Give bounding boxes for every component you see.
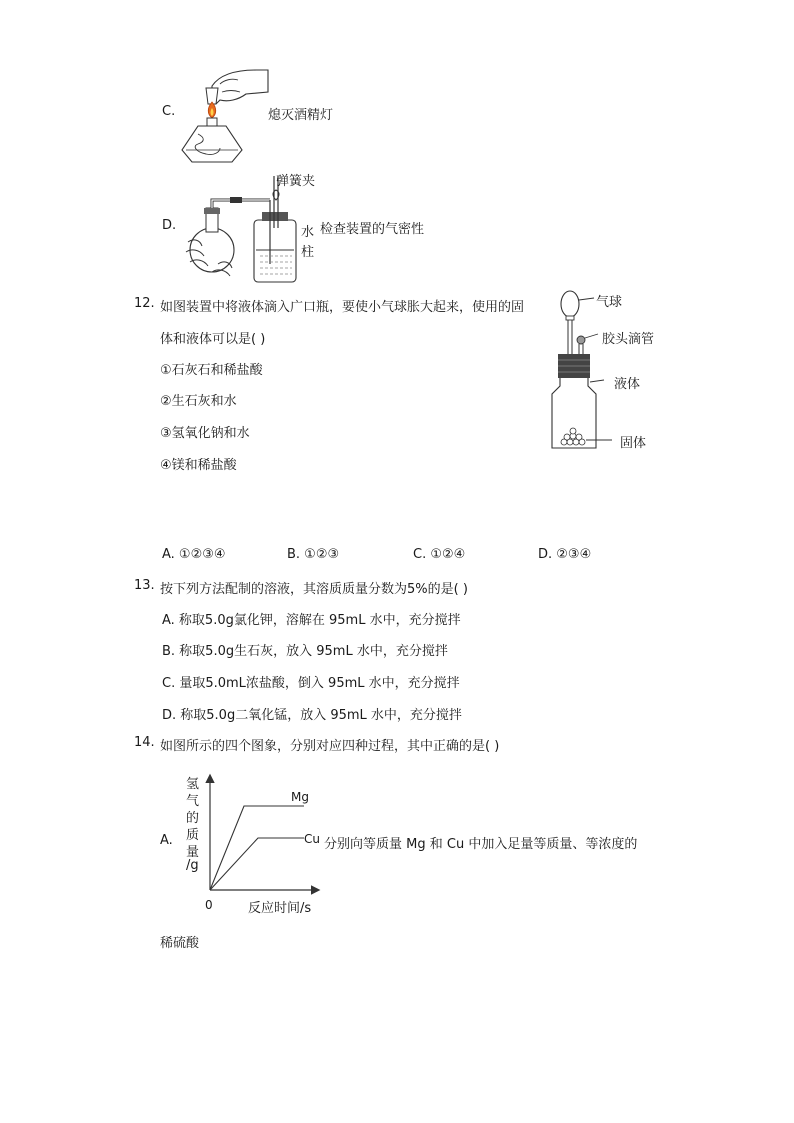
graph-origin-label: 0	[205, 898, 213, 912]
q14-option-a-letter: A.	[160, 833, 173, 848]
graph-ylabel-char-6: /g	[186, 858, 199, 873]
q13-option-a[interactable]: A. 称取5.0g氯化钾，溶解在 95mL 水中，充分搅拌	[162, 613, 461, 628]
q11-option-c-letter: C.	[162, 104, 176, 119]
q12-stem-line2: 体和液体可以是( )	[160, 332, 266, 347]
q11-option-d-letter: D.	[162, 218, 177, 233]
q11-option-c-caption: 熄灭酒精灯	[268, 108, 334, 123]
q11-d-label-water-1: 水	[301, 225, 315, 240]
q12-stem-line1: 如图装置中将液体滴入广口瓶，要使小气球胀大起来，使用的固	[160, 300, 525, 315]
graph-ylabel-char-3: 的	[186, 811, 200, 826]
q11-option-d-caption: 检查装置的气密性	[320, 222, 425, 237]
graph-series-cu-label: Cu	[304, 832, 320, 846]
q14-option-a-text-line2[interactable]: 稀硫酸	[160, 936, 200, 951]
graph-ylabel-char-4: 质	[186, 828, 200, 843]
q12-item-3: ③氢氧化钠和水	[160, 426, 250, 441]
q12-option-b[interactable]: B. ①②③	[287, 547, 340, 562]
q12-item-2: ②生石灰和水	[160, 394, 237, 409]
q12-label-solid: 固体	[620, 436, 647, 451]
q12-option-d[interactable]: D. ②③④	[538, 547, 592, 562]
graph-ylabel-char-5: 量	[186, 845, 200, 860]
q12-item-4: ④镁和稀盐酸	[160, 458, 237, 473]
q12-label-dropper: 胶头滴管	[602, 332, 655, 347]
graph-ylabel-char-2: 气	[186, 794, 200, 809]
alcohol-lamp-extinguish-icon	[176, 64, 268, 164]
q13-number: 13.	[134, 578, 155, 593]
q12-item-1: ①石灰石和稀盐酸	[160, 363, 263, 378]
q13-stem: 按下列方法配制的溶液，其溶质质量分数为5%的是( )	[160, 582, 468, 597]
q12-option-c[interactable]: C. ①②④	[413, 547, 466, 562]
q12-label-balloon: 气球	[596, 295, 623, 310]
q14-option-a-text-line1[interactable]: 分别向等质量 Mg 和 Cu 中加入足量等质量、等浓度的	[324, 837, 638, 852]
q14-number: 14.	[134, 735, 155, 750]
graph-ylabel-char-1: 氢	[186, 777, 200, 792]
q11-d-label-water-2: 柱	[301, 245, 315, 260]
q12-label-liquid: 液体	[614, 377, 641, 392]
q13-option-d[interactable]: D. 称取5.0g二氧化锰，放入 95mL 水中，充分搅拌	[162, 708, 462, 723]
graph-series-mg-label: Mg	[291, 790, 309, 804]
q11-d-label-clip: 弹簧夹	[276, 174, 316, 189]
q13-option-c[interactable]: C. 量取5.0mL浓盐酸，倒入 95mL 水中，充分搅拌	[162, 676, 460, 691]
graph-xlabel: 反应时间/s	[248, 901, 312, 916]
q12-number: 12.	[134, 296, 155, 311]
graph-series-mg-line	[210, 806, 304, 890]
balloon-bottle-apparatus-icon	[548, 288, 668, 454]
q14-stem: 如图所示的四个图象，分别对应四种过程，其中正确的是( )	[160, 739, 500, 754]
q12-option-a[interactable]: A. ①②③④	[162, 547, 226, 562]
q13-option-b[interactable]: B. 称取5.0g生石灰，放入 95mL 水中，充分搅拌	[162, 644, 448, 659]
graph-series-cu-line	[210, 838, 304, 890]
